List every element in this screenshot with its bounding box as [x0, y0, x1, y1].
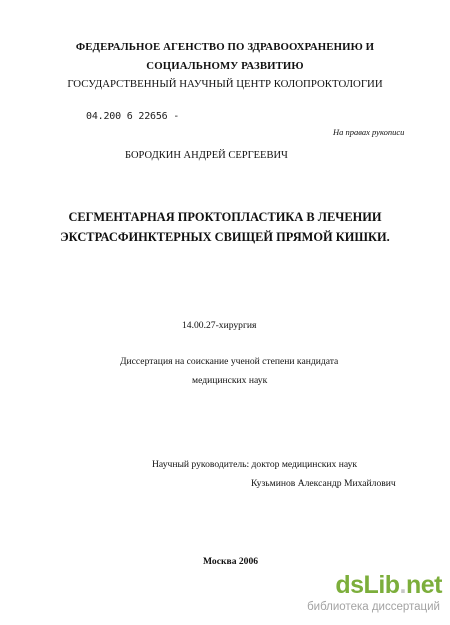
- specialty-code: 14.00.27-хирургия: [182, 320, 257, 331]
- rights-note: На правах рукописи: [333, 127, 405, 137]
- org-line-3: ГОСУДАРСТВЕННЫЙ НАУЧНЫЙ ЦЕНТР КОЛОПРОКТОЛОГИИ: [67, 78, 383, 90]
- dslib-logo: [335, 571, 442, 600]
- title-line-2: ЭКСТРАСФИНКТЕРНЫХ СВИЩЕЙ ПРЯМОЙ КИШКИ.: [60, 230, 390, 244]
- degree-line-2: медицинских наук: [192, 375, 268, 386]
- degree-line-1: Диссертация на соискание ученой степени кандидата: [120, 356, 339, 367]
- city-year: Москва 2006: [203, 556, 259, 567]
- org-line-1: ФЕДЕРАЛЬНОЕ АГЕНСТВО ПО ЗДРАВООХРАНЕНИЮ И: [75, 41, 375, 53]
- archive-stamp: 04.200 6 22656 -: [86, 111, 180, 122]
- title-line-1: СЕГМЕНТАРНАЯ ПРОКТОПЛАСТИКА В ЛЕЧЕНИИ: [68, 210, 382, 224]
- logo-dot: .: [399, 571, 406, 599]
- author-name: БОРОДКИН АНДРЕЙ СЕРГЕЕВИЧ: [125, 150, 288, 161]
- supervisor-line-2: Кузьминов Александр Михайлович: [251, 478, 396, 489]
- dslib-watermark: [286, 571, 442, 617]
- logo-tld: net: [406, 571, 442, 599]
- logo-main: dsLib: [335, 571, 400, 599]
- org-line-2: СОЦИАЛЬНОМУ РАЗВИТИЮ: [146, 60, 304, 72]
- supervisor-line-1: Научный руководитель: доктор медицинских наук: [152, 459, 358, 470]
- watermark-subtitle: библиотека диссертаций: [307, 601, 440, 613]
